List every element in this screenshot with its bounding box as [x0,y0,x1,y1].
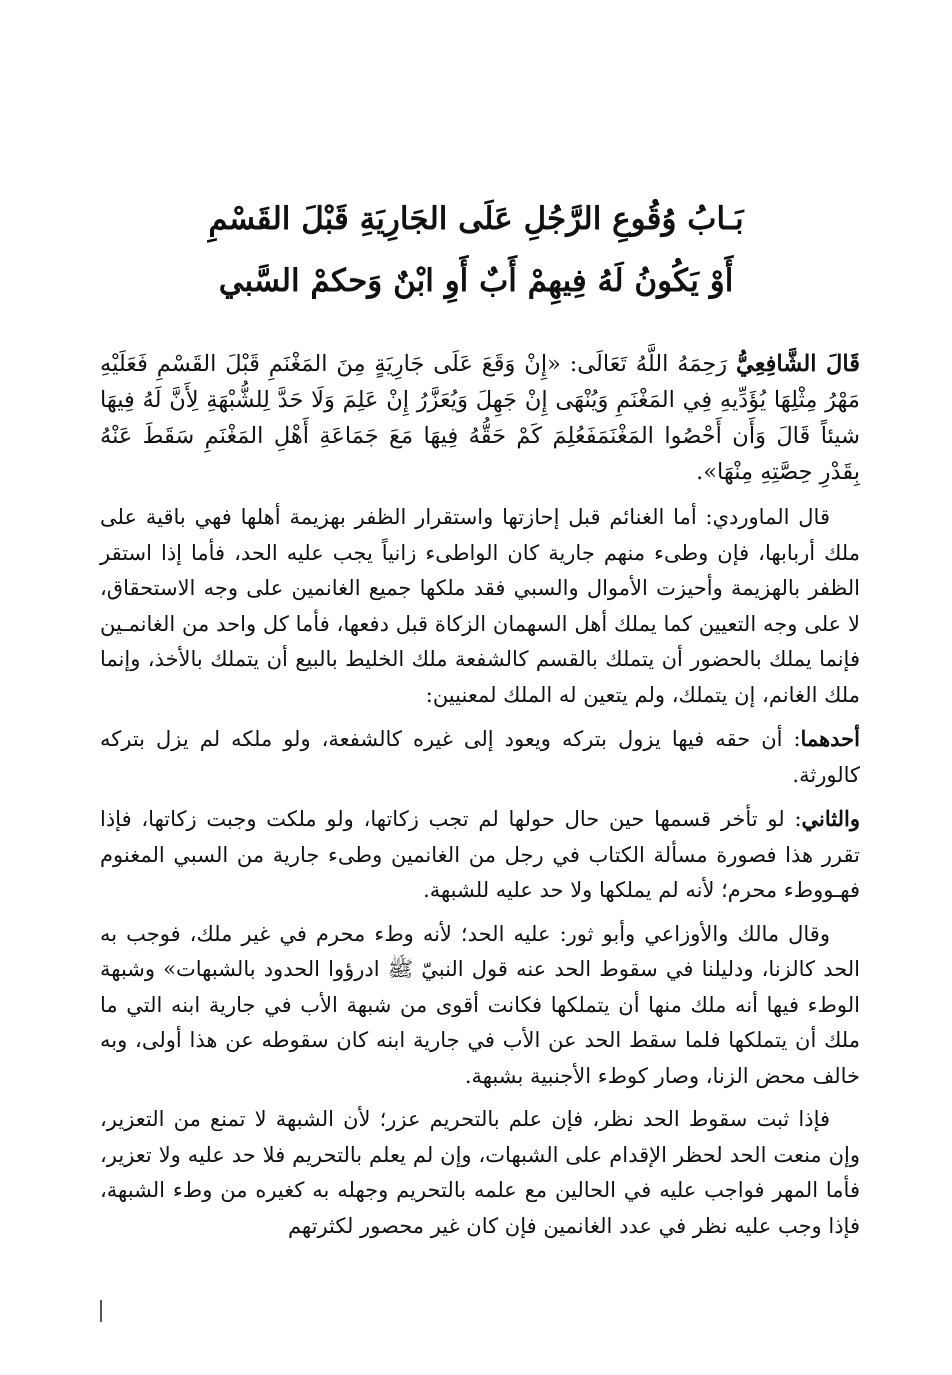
chapter-heading [120,188,832,312]
quote-speaker: قَالَ الشَّافِعِيُّ [736,351,860,377]
chapter-heading-line-2: أَوْ يَكُونُ لَهُ فِيهِمْ أَبٌ أَوِ ابْنٌ وَحكمْ السَّبي [218,263,734,299]
paragraph-malik: وقال مالك والأوزاعي وأبو ثور: عليه الحد؛ لأنه وطء محرم في غير ملك، فوجب به الحد كالزنا، ودليلنا في سقوط الحد عنه قول النبيّ ﷺ ادرؤوا الحدود بالشبهات» وشبهة الوطء فيها أنه ملك منها أن يتملكها فكانت أقوى من شبهة الأب في جارية ابنه التي ما ملك أن يتملكها فلما سقط الحد عن الأب في جارية ابنه كان سقوطه عن هذا أولى، وبه خالف محض الزنا، وصار كوطء الأجنبية بشبهة. [100,921,860,1088]
margin-mark [100,1300,102,1322]
first-meaning-label: أحدهما [800,726,860,751]
chapter-heading-line-1: بَـابُ وُقُوعِ الرَّجُلِ عَلَى الجَارِيَةِ قَبْلَ القَسْمِ [208,201,744,237]
shafii-quote [100,346,860,490]
second-meaning-label: والثاني [801,806,860,831]
paragraph-mawardi: قال الماوردي: أما الغنائم قبل إحازتها واستقرار الظفر بهزيمة أهلها فهي باقية على ملك أربابها، فإن وطىء منهم جارية كان الواطىء زانياً يجب عليه الحد، فأما إذا استقر الظفر بالهزيمة وأحيزت الأموال والسبي فقد ملكها جميع الغانمين على وجه الاستحقاق، لا على وجه التعيين كما يملك أهل السهمان الزكاة قبل دفعها، فأما كل واحد من الغانمـين فإنما يملك بالحضور أن يتملك بالقسم كالشفعة ملك الخليط بالبيع أن يتملك بالأخذ، وإنما ملك الغانم، إن يتملك، ولم يتعين له الملك لمعنيين: [100,505,861,707]
paragraph-hadd: فإذا ثبت سقوط الحد نظر، فإن علم بالتحريم عزر؛ لأن الشبهة لا تمنع من التعزير، وإن منعت الحد لحظر الإقدام على الشبهات، وإن لم يعلم بالتحريم فلا حد عليه ولا تعزير، فأما المهر فواجب عليه في الحالين مع علمه بالتحريم وجهله به كغيره من وطء الشبهة، فإذا وجب عليه نظر في عدد الغانمين فإن كان غير محصور لكثرتهم [100,1107,860,1238]
body-text [100,346,860,1252]
first-meaning-text: : أن حقه فيها يزول بتركه ويعود إلى غيره كالشفعة، ولو ملكه لم يزل بتركه كالورثة. [100,727,860,787]
paragraph-second-meaning [100,801,860,909]
quote-text: رَحِمَهُ اللَّهُ تَعَالَى: «إِنْ وَقَعَ عَلَى جَارِيَةٍ مِنَ المَغْنَمِ قَبْلَ القَسْمِ فَعَلَيْهِ مَهْرُ مِثْلِهَا يُؤَدِّيهِ فِي المَغْنَمِ وَيُنْهَى إِنْ جَهِلَ وَيُعَزَّرُ إِنْ عَلِمَ وَلَا حَدَّ لِلشُّبْهَةِ لِأَنَّ لَهُ فِيهَا شيئاً قَالَ وَأَن أَحْصُوا المَغْنَمَفَعُلِمَ كَمْ حَقُّهُ فِيهَا مَعَ جَمَاعَةِ أَهْلِ المَغْنَمِ سَقَطَ عَنْهُ بِقَدْرِ حِصَّتِهِ مِنْهَا». [100,351,860,485]
paragraph-first-meaning [100,721,860,793]
second-meaning-text: : لو تأخر قسمها حين حال حولها لم تجب زكاتها، ولو ملكت وجبت زكاتها، فإذا تقرر هذا فصورة مسألة الكتاب في رجل من الغانمين وطىء جارية من السبي المغنوم فهـووطء محرم؛ لأنه لم يملكها ولا حد عليه للشبهة. [100,807,860,902]
